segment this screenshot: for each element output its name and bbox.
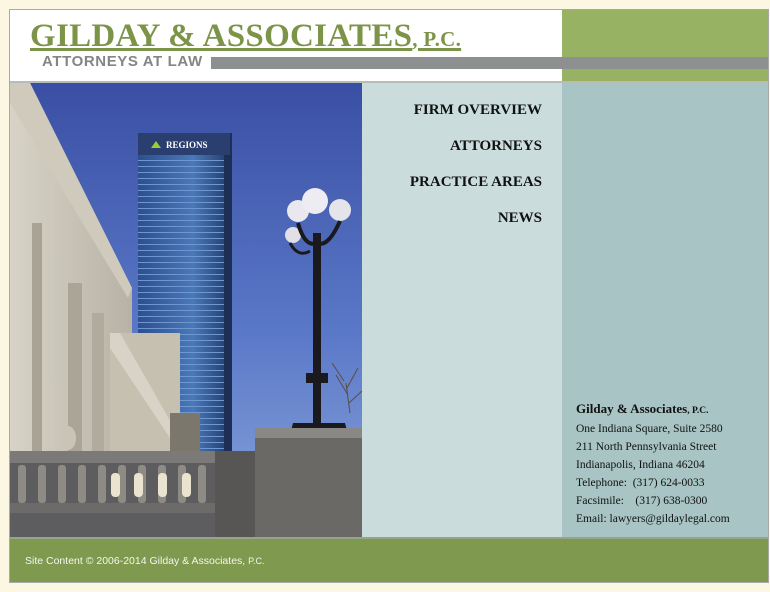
tagline: ATTORNEYS AT LAW bbox=[42, 53, 203, 70]
site-footer bbox=[10, 537, 768, 582]
contact-panel bbox=[562, 83, 768, 537]
hero-photo bbox=[10, 83, 362, 537]
main-navigation bbox=[362, 83, 562, 537]
site-header bbox=[10, 10, 768, 82]
fax-number: (317) 638-0300 bbox=[635, 495, 708, 507]
contact-firm-name: Gilday & Associates bbox=[576, 401, 688, 416]
contact-email bbox=[576, 510, 730, 528]
copyright-suffix: P.C. bbox=[248, 556, 265, 566]
telephone-label: Telephone: bbox=[576, 477, 627, 489]
contact-firm bbox=[576, 400, 730, 420]
copyright-notice bbox=[25, 555, 264, 567]
contact-address-line2: 211 North Pennsylvania Street bbox=[576, 441, 717, 453]
header-accent-bar bbox=[211, 57, 768, 69]
email-link[interactable]: lawyers@gildaylegal.com bbox=[609, 513, 730, 525]
contact-fax bbox=[576, 492, 730, 510]
contact-address-line1: One Indiana Square, Suite 2580 bbox=[576, 423, 723, 435]
nav-link-firm-overview[interactable]: FIRM OVERVIEW bbox=[413, 102, 542, 118]
telephone-number: (317) 624-0033 bbox=[632, 477, 705, 489]
city-skyline-illustration bbox=[10, 83, 362, 537]
contact-telephone bbox=[576, 474, 730, 492]
page-frame bbox=[9, 9, 769, 583]
header-accent-block bbox=[562, 10, 768, 82]
fax-label: Facsimile: bbox=[576, 495, 624, 507]
nav-link-attorneys[interactable]: ATTORNEYS bbox=[450, 138, 542, 154]
firm-logo-link[interactable] bbox=[30, 18, 461, 55]
firm-name: GILDAY & ASSOCIATES bbox=[30, 18, 413, 54]
contact-info bbox=[576, 400, 730, 528]
firm-suffix: , P.C. bbox=[412, 27, 462, 51]
contact-city: Indianapolis, Indiana 46204 bbox=[576, 459, 705, 471]
tower-sign: REGIONS bbox=[166, 140, 208, 150]
email-label: Email: bbox=[576, 513, 607, 525]
nav-link-news[interactable]: NEWS bbox=[497, 210, 542, 226]
contact-firm-suffix: , P.C. bbox=[687, 406, 709, 416]
copyright-text: Site Content © 2006-2014 Gilday & Associates, bbox=[25, 555, 246, 567]
nav-link-practice-areas[interactable]: PRACTICE AREAS bbox=[409, 174, 542, 190]
